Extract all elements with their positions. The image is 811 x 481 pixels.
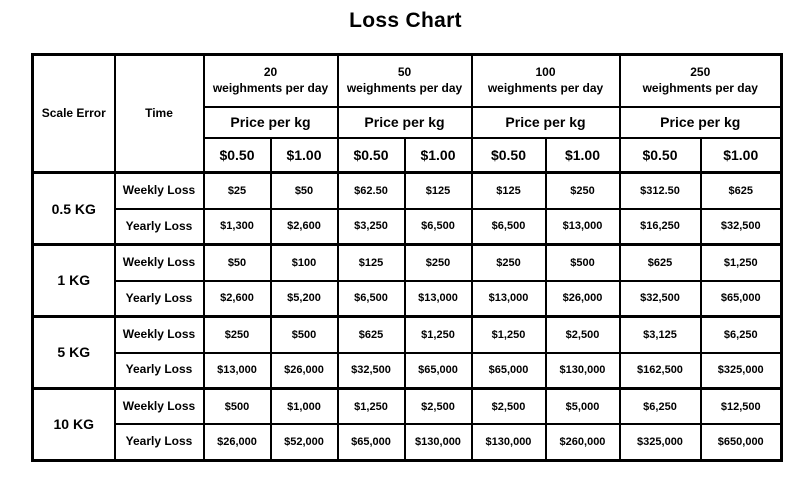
loss-value-cell: $260,000 [546,424,620,460]
loss-value-cell: $650,000 [701,424,782,460]
loss-value-cell: $65,000 [701,281,782,317]
loss-value-cell: $6,250 [701,317,782,353]
loss-value-cell: $3,125 [620,317,701,353]
group-count: 250 [690,65,711,80]
table-row [33,281,782,317]
price-per-kg-header: Price per kg [620,107,782,138]
loss-value-cell: $32,500 [338,353,405,389]
loss-value-cell: $1,250 [472,317,546,353]
loss-value-cell: $26,000 [271,353,338,389]
price-header: $1.00 [546,138,620,173]
group-count: 20 [263,65,278,80]
loss-value-cell: $125 [472,173,546,209]
loss-value-cell: $65,000 [338,424,405,460]
loss-value-cell: $2,500 [472,388,546,424]
group-unit: weighments per day [642,80,758,95]
loss-value-cell: $2,600 [204,281,271,317]
loss-value-cell: $6,250 [620,388,701,424]
loss-value-cell: $13,000 [472,281,546,317]
group-header [338,55,472,107]
price-header: $1.00 [701,138,782,173]
group-count: 50 [397,65,412,80]
table-row [33,209,782,245]
scale-error-label: 0.5 KG [33,173,115,245]
header-time: Time [115,55,204,173]
loss-value-cell: $2,500 [546,317,620,353]
loss-value-cell: $500 [546,245,620,281]
loss-value-cell: $12,500 [701,388,782,424]
header-row-groups [33,55,782,107]
loss-value-cell: $100 [271,245,338,281]
time-label: Weekly Loss [115,317,204,353]
loss-value-cell: $500 [204,388,271,424]
loss-table [31,53,783,462]
group-header [472,55,620,107]
loss-value-cell: $162,500 [620,353,701,389]
loss-value-cell: $250 [204,317,271,353]
price-per-kg-header: Price per kg [338,107,472,138]
loss-value-cell: $625 [701,173,782,209]
loss-value-cell: $1,250 [338,388,405,424]
table-row [33,245,782,281]
price-header: $1.00 [271,138,338,173]
loss-value-cell: $130,000 [472,424,546,460]
scale-error-label: 5 KG [33,317,115,389]
loss-value-cell: $2,500 [405,388,472,424]
time-label: Weekly Loss [115,388,204,424]
loss-value-cell: $625 [338,317,405,353]
loss-value-cell: $250 [405,245,472,281]
price-header: $1.00 [405,138,472,173]
table-row [33,353,782,389]
price-header: $0.50 [338,138,405,173]
time-label: Yearly Loss [115,424,204,460]
loss-value-cell: $6,500 [405,209,472,245]
loss-value-cell: $130,000 [546,353,620,389]
loss-value-cell: $5,000 [546,388,620,424]
loss-value-cell: $13,000 [405,281,472,317]
loss-value-cell: $1,300 [204,209,271,245]
price-header: $0.50 [472,138,546,173]
loss-value-cell: $325,000 [701,353,782,389]
group-unit: weighments per day [346,80,463,95]
price-header: $0.50 [620,138,701,173]
loss-value-cell: $3,250 [338,209,405,245]
loss-value-cell: $62.50 [338,173,405,209]
loss-value-cell: $6,500 [338,281,405,317]
loss-value-cell: $65,000 [405,353,472,389]
time-label: Yearly Loss [115,281,204,317]
loss-value-cell: $25 [204,173,271,209]
header-scale-error: Scale Error [33,55,115,173]
loss-value-cell: $26,000 [546,281,620,317]
loss-value-cell: $13,000 [204,353,271,389]
table-body [33,55,782,461]
loss-value-cell: $50 [271,173,338,209]
price-per-kg-header: Price per kg [472,107,620,138]
loss-value-cell: $312.50 [620,173,701,209]
group-header [620,55,782,107]
time-label: Yearly Loss [115,209,204,245]
loss-value-cell: $125 [405,173,472,209]
table-row [33,424,782,460]
table-row [33,173,782,209]
loss-value-cell: $500 [271,317,338,353]
loss-value-cell: $52,000 [271,424,338,460]
chart-title: Loss Chart [349,9,462,32]
loss-value-cell: $2,600 [271,209,338,245]
group-unit: weighments per day [212,80,329,95]
time-label: Weekly Loss [115,245,204,281]
loss-value-cell: $250 [546,173,620,209]
price-per-kg-header: Price per kg [204,107,338,138]
loss-value-cell: $1,250 [405,317,472,353]
table-row [33,388,782,424]
loss-value-cell: $325,000 [620,424,701,460]
loss-value-cell: $1,250 [701,245,782,281]
loss-value-cell: $16,250 [620,209,701,245]
loss-value-cell: $50 [204,245,271,281]
loss-value-cell: $26,000 [204,424,271,460]
loss-value-cell: $130,000 [405,424,472,460]
time-label: Weekly Loss [115,173,204,209]
table-row [33,317,782,353]
group-count: 100 [535,65,556,80]
loss-value-cell: $65,000 [472,353,546,389]
loss-value-cell: $625 [620,245,701,281]
loss-value-cell: $125 [338,245,405,281]
group-header [204,55,338,107]
scale-error-label: 10 KG [33,388,115,460]
scale-error-label: 1 KG [33,245,115,317]
time-label: Yearly Loss [115,353,204,389]
loss-value-cell: $32,500 [620,281,701,317]
loss-value-cell: $250 [472,245,546,281]
loss-value-cell: $5,200 [271,281,338,317]
loss-value-cell: $32,500 [701,209,782,245]
loss-value-cell: $13,000 [546,209,620,245]
loss-value-cell: $1,000 [271,388,338,424]
group-unit: weighments per day [487,80,604,95]
price-header: $0.50 [204,138,271,173]
loss-value-cell: $6,500 [472,209,546,245]
